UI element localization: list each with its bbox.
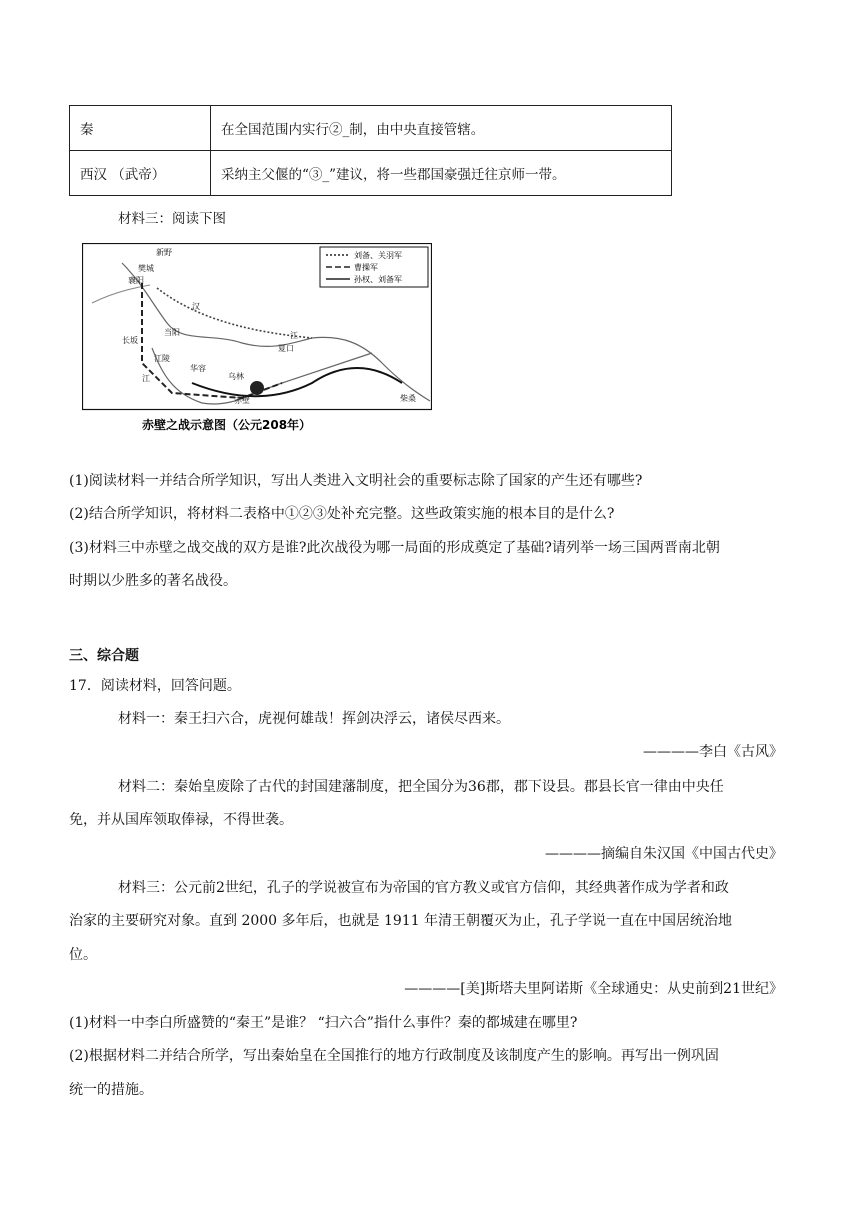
legend-item: 曹操军 <box>354 263 378 272</box>
table-cell-content: 在全国范围内实行②_制，由中央直接管辖。 <box>211 106 672 151</box>
map-place: 赤壁 <box>234 396 250 405</box>
material-3-line: 治家的主要研究对象。直到 2000 多年后，也就是 1911 年清王朝覆灭为止，孔子学说一直在中国居统治地 <box>69 913 733 929</box>
material-3-source: ————[美]斯塔夫里阿诺斯《全球通史：从史前到21世纪》 <box>404 981 783 997</box>
map-place: 当阳 <box>164 328 180 337</box>
map-place: 新野 <box>156 248 172 257</box>
material-2-line: 材料二：秦始皇废除了古代的封国建藩制度，把全国分为36郡，郡下设县。郡县长官一律由中央任 <box>118 779 724 795</box>
map-place: 襄阳 <box>128 276 144 285</box>
table-cell-dynasty: 西汉 （武帝） <box>70 151 211 196</box>
map-place: 夏口 <box>278 344 294 353</box>
map-place: 乌林 <box>228 372 244 381</box>
section-heading: 三、综合题 <box>69 648 139 664</box>
material-1-source: ————李白《古风》 <box>643 744 783 760</box>
question-17-1: (1)材料一中李白所盛赞的“秦王”是谁？ “扫六合”指什么事件？秦的都城建在哪里? <box>69 1015 578 1031</box>
map-place: 华容 <box>190 364 206 373</box>
policy-table <box>69 105 672 196</box>
table-cell-dynasty: 秦 <box>70 106 211 151</box>
map-place: 樊城 <box>138 264 154 273</box>
map-place: 汉 <box>192 302 200 311</box>
material-2-source: ————摘编自朱汉国《中国古代史》 <box>545 846 783 862</box>
table-cell-content: 采纳主父偃的“③_”建议，将一些郡国豪强迁往京师一带。 <box>211 151 672 196</box>
table-row <box>70 106 672 151</box>
material-3-line: 材料三：公元前2世纪，孔子的学说被宣布为帝国的官方教义或官方信仰，其经典著作成为学者和政 <box>118 880 729 896</box>
material3-label: 材料三：阅读下图 <box>118 211 226 227</box>
legend-item: 孙权、刘备军 <box>354 275 402 284</box>
question-17-2-cont: 统一的措施。 <box>69 1082 153 1098</box>
map-place: 江 <box>142 374 150 383</box>
map-place: 江陵 <box>154 354 170 363</box>
map-caption: 赤壁之战示意图（公元208年） <box>142 418 312 432</box>
question-17-stem: 17．阅读材料，回答问题。 <box>69 678 241 694</box>
question-16-2: (2)结合所学知识，将材料二表格中①②③处补充完整。这些政策实施的根本目的是什么? <box>69 506 615 522</box>
chibi-battle-map <box>82 243 432 435</box>
table-row <box>70 151 672 196</box>
map-place: 江 <box>290 331 298 340</box>
question-17-2: (2)根据材料二并结合所学，写出秦始皇在全国推行的地方行政制度及该制度产生的影响。再写出一例巩固 <box>69 1048 719 1064</box>
legend-item: 刘备、关羽军 <box>354 251 402 260</box>
map-place: 长坂 <box>122 336 138 345</box>
map-place: 柴桑 <box>400 394 416 403</box>
question-16-3: (3)材料三中赤壁之战交战的双方是谁?此次战役为哪一局面的形成奠定了基础?请列举一场三国两晋南北朝 <box>69 540 720 556</box>
material-3-line: 位。 <box>69 947 97 963</box>
question-16-3-cont: 时期以少胜多的著名战役。 <box>69 573 237 589</box>
question-16-1: (1)阅读材料一并结合所学知识，写出人类进入文明社会的重要标志除了国家的产生还有哪些? <box>69 473 643 489</box>
material-2-line: 免，并从国库领取俸禄，不得世袭。 <box>69 812 293 828</box>
material-1: 材料一：秦王扫六合，虎视何雄哉！挥剑决浮云，诸侯尽西来。 <box>118 711 510 727</box>
